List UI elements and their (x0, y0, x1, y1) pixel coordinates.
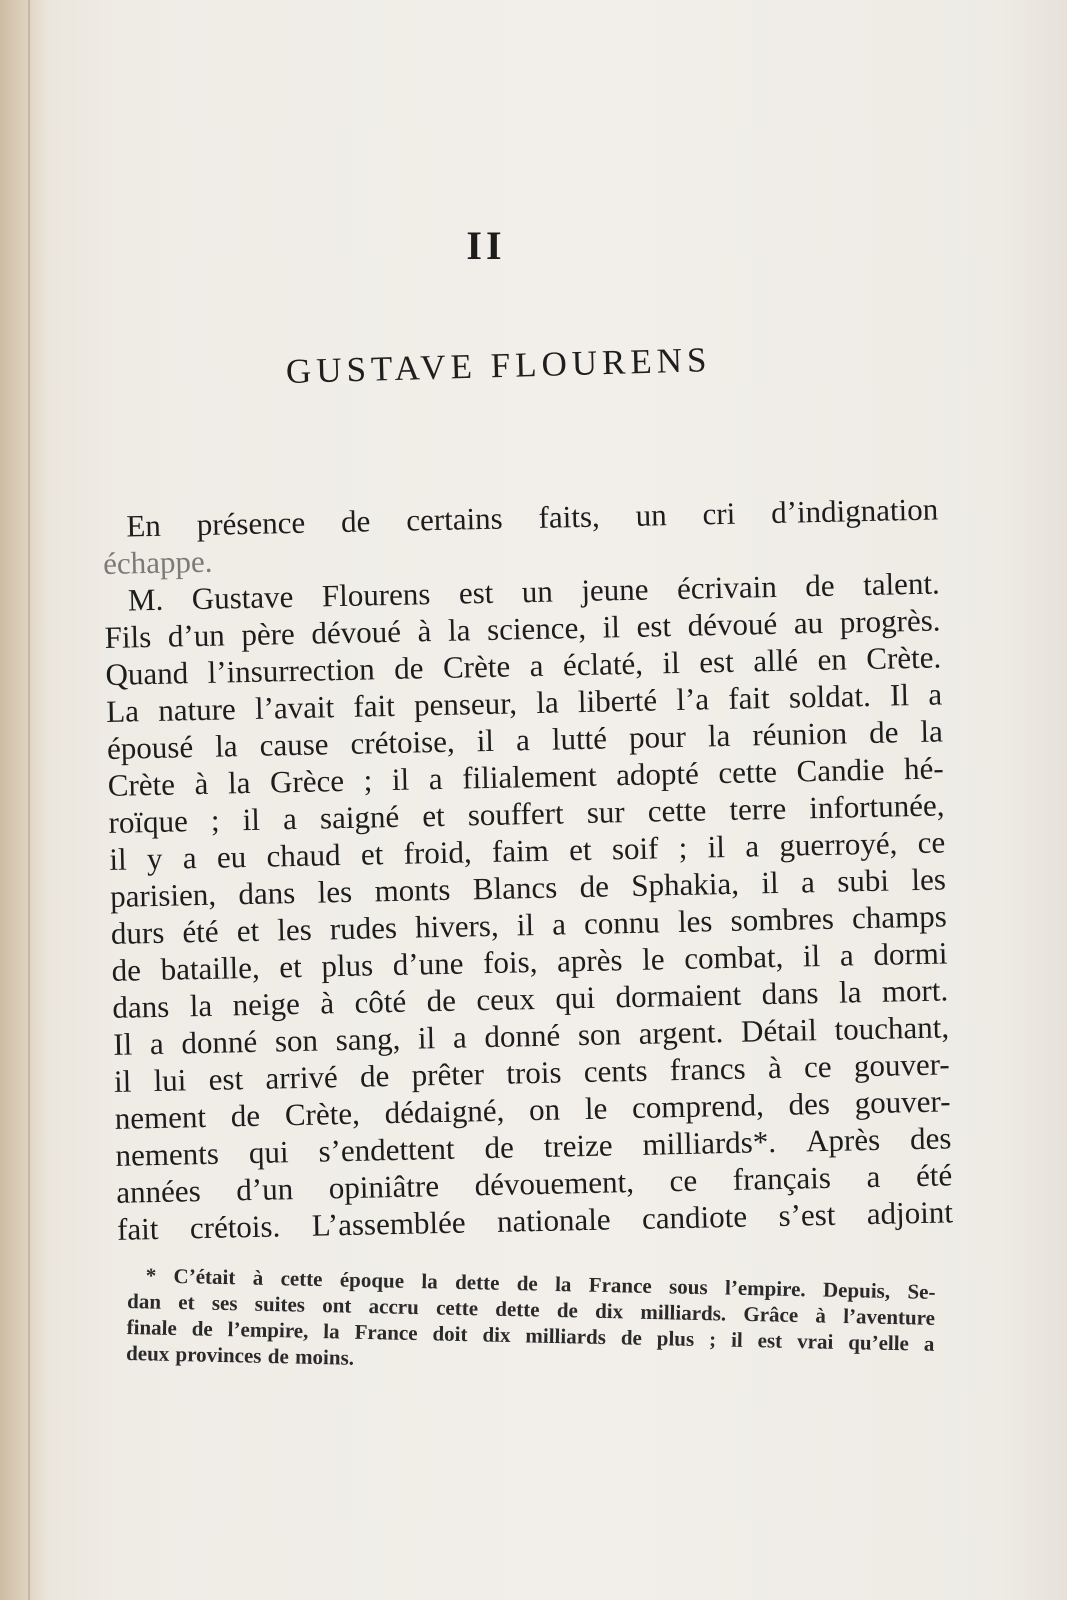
footnote-line: finale de l’empire, la France doit dix milliards de plus ; il est vrai qu’elle a (126, 1314, 935, 1356)
body-text (102, 490, 953, 1247)
footnote (126, 1262, 936, 1383)
body-line: fait crétois. L’assemblée nationale candiote s’est adjoint (116, 1194, 954, 1247)
body-line: En présence de certains faits, un cri d’indignation (126, 491, 939, 544)
body-line: roïque ; il a saigné et souffert sur cette terre infortunée, (108, 787, 945, 840)
body-line: échappe. (102, 543, 213, 581)
body-line: de bataille, et plus d’une fois, après le combat, il a dormi (111, 935, 948, 988)
body-line: dans la neige à côté de ceux qui dormaient dans la mort. (112, 972, 949, 1025)
chapter-numeral: II (466, 223, 506, 268)
body-line: Fils d’un père dévoué à la science, il est dévoué au progrès. (104, 602, 941, 655)
body-line: Il a donné son sang, il a donné son argent. Détail touchant, (112, 1009, 950, 1062)
chapter-title: GUSTAVE FLOURENS (285, 340, 712, 391)
footnote-line: deux provinces de moins. (125, 1340, 355, 1370)
body-line: M. Gustave Flourens est un jeune écrivain de talent. (127, 565, 941, 618)
footnote-line: * C’était à cette époque la dette de la France sous l’empire. Depuis, Se- (145, 1263, 936, 1304)
body-line: durs été et les rudes hivers, il a connu les sombres champs (110, 898, 948, 951)
body-line: nements qui s’endettent de treize milliards*. Après des (115, 1120, 952, 1173)
body-line: Crète à la Grèce ; il a filialement adopté cette Candie hé- (107, 750, 944, 803)
body-line: parisien, dans les monts Blancs de Sphakia, il a subi les (109, 861, 947, 914)
body-line: années d’un opiniâtre dévouement, ce français a été (115, 1157, 953, 1210)
footnote-line: dan et ses suites ont accru cette dette de dix milliards. Grâce à l’aventure (126, 1288, 936, 1330)
body-line: il y a eu chaud et froid, faim et soif ; il a guerroyé, ce (108, 824, 946, 877)
body-line: nement de Crète, dédaigné, on le comprend, des gouver- (114, 1083, 951, 1136)
body-line: Quand l’insurrection de Crète a éclaté, il est allé en Crète. (105, 639, 942, 692)
body-line: La nature l’avait fait penseur, la liberté l’a fait soldat. Il a (105, 676, 943, 729)
body-line: épousé la cause crétoise, il a lutté pour la réunion de la (106, 713, 944, 766)
body-line: il lui est arrivé de prêter trois cents francs à ce gouver- (113, 1046, 951, 1099)
